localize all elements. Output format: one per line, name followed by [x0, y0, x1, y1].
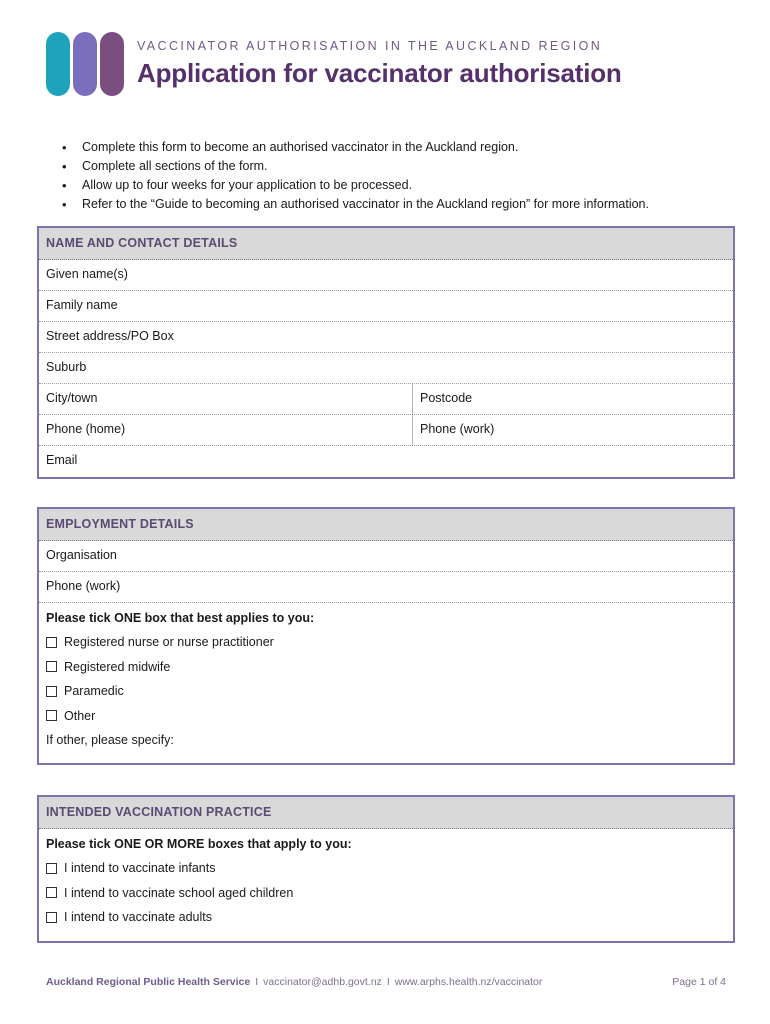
street-address-label: Street address/PO Box	[46, 329, 174, 343]
page-number: Page 1 of 4	[672, 976, 726, 988]
postcode-label: Postcode	[420, 391, 473, 405]
email-field[interactable]	[39, 446, 733, 477]
checkbox[interactable]	[46, 912, 57, 923]
checkbox[interactable]	[46, 637, 57, 648]
practice-option-adults[interactable]	[46, 908, 726, 926]
checkbox[interactable]	[46, 863, 57, 874]
footer-email[interactable]: vaccinator@adhb.govt.nz	[263, 976, 382, 988]
employment-details-section	[37, 507, 735, 765]
role-option-paramedic[interactable]	[46, 682, 726, 700]
role-option-nurse[interactable]	[46, 633, 726, 651]
option-label: I intend to vaccinate infants	[64, 861, 216, 875]
logo-bar-plum	[100, 32, 124, 96]
phone-work-label: Phone (work)	[420, 422, 495, 436]
vaccination-practice-section	[37, 795, 735, 943]
instructions-list	[60, 138, 740, 214]
postcode-field[interactable]	[413, 384, 733, 414]
role-option-midwife[interactable]	[46, 658, 726, 676]
document-kicker: VACCINATOR AUTHORISATION IN THE AUCKLAND REGION	[137, 39, 603, 53]
suburb-label: Suburb	[46, 360, 87, 374]
footer-organisation: Auckland Regional Public Health Service	[46, 976, 251, 988]
suburb-field[interactable]	[39, 353, 733, 384]
role-question: Please tick ONE box that best applies to you:	[46, 611, 315, 625]
option-label: Paramedic	[64, 684, 124, 698]
city-field[interactable]	[39, 384, 413, 414]
option-label: Registered nurse or nurse practitioner	[64, 635, 274, 649]
family-name-field[interactable]	[39, 291, 733, 322]
contact-details-section	[37, 226, 735, 479]
option-label: Other	[64, 708, 96, 723]
logo-bar-teal	[46, 32, 70, 96]
phone-row	[39, 415, 733, 446]
city-postcode-row	[39, 384, 733, 415]
checkbox[interactable]	[46, 710, 57, 721]
logo	[46, 32, 126, 96]
checkbox[interactable]	[46, 887, 57, 898]
practice-option-infants[interactable]	[46, 859, 726, 877]
other-specify-field[interactable]: If other, please specify:	[46, 733, 174, 747]
footer-separator: I	[255, 976, 259, 988]
organisation-field[interactable]	[39, 541, 733, 572]
option-label: Registered midwife	[64, 659, 171, 674]
section-heading: NAME AND CONTACT DETAILS	[39, 228, 733, 260]
street-address-field[interactable]	[39, 322, 733, 353]
option-label: I intend to vaccinate school aged children	[64, 885, 294, 900]
role-selection	[39, 603, 733, 749]
section-heading: EMPLOYMENT DETAILS	[39, 509, 733, 541]
checkbox[interactable]	[46, 686, 57, 697]
practice-selection	[39, 829, 733, 926]
employment-phone-label: Phone (work)	[46, 579, 121, 593]
practice-option-children[interactable]	[46, 884, 726, 902]
instruction-item: • Refer to the “Guide to becoming an authorised vaccinator in the Auckland region” for more information.	[60, 195, 740, 214]
option-label: I intend to vaccinate adults	[64, 910, 213, 924]
instruction-item: • Allow up to four weeks for your application to be processed.	[60, 176, 740, 195]
given-name-field[interactable]	[39, 260, 733, 291]
email-label: Email	[46, 453, 78, 467]
instruction-item: • Complete this form to become an authorised vaccinator in the Auckland region.	[60, 138, 740, 157]
page-footer	[46, 976, 726, 988]
family-name-label: Family name	[46, 298, 118, 312]
instruction-item: • Complete all sections of the form.	[60, 157, 740, 176]
organisation-label: Organisation	[46, 548, 117, 562]
footer-url[interactable]: www.arphs.health.nz/vaccinator	[394, 976, 543, 988]
phone-home-label: Phone (home)	[46, 422, 126, 436]
role-option-other[interactable]	[46, 707, 726, 725]
checkbox[interactable]	[46, 661, 57, 672]
phone-home-field[interactable]	[39, 415, 413, 445]
given-name-label: Given name(s)	[46, 267, 128, 281]
city-label: City/town	[46, 391, 98, 405]
phone-work-field[interactable]	[413, 415, 733, 445]
section-heading: INTENDED VACCINATION PRACTICE	[39, 797, 733, 829]
document-title: Application for vaccinator authorisation	[137, 58, 622, 88]
logo-bar-lavender	[73, 32, 97, 96]
footer-separator: I	[386, 976, 390, 988]
employment-phone-field[interactable]	[39, 572, 733, 603]
practice-question: Please tick ONE OR MORE boxes that apply to you:	[46, 837, 352, 851]
